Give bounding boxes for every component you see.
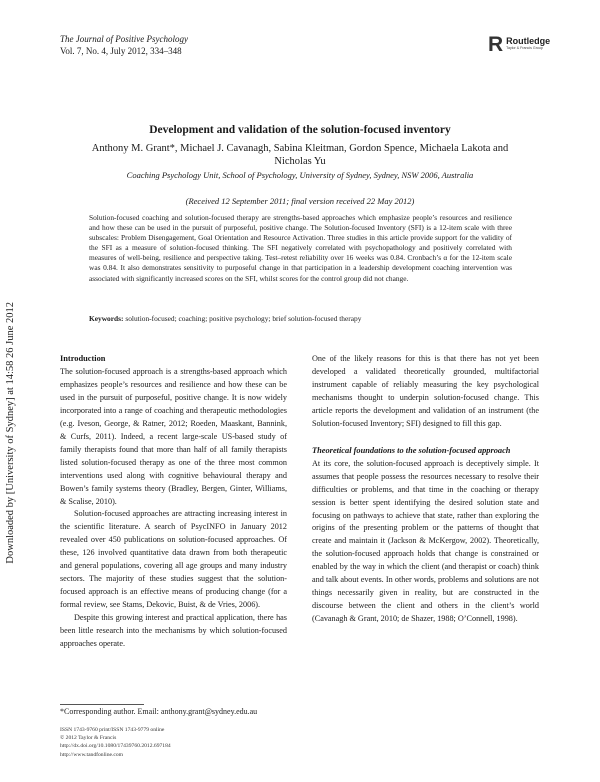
corresponding-author-footnote: *Corresponding author. Email: anthony.grant@sydney.edu.au <box>60 707 258 716</box>
publisher-subtitle: Taylor & Francis Group <box>506 46 543 50</box>
keywords <box>89 314 512 324</box>
section-heading-introduction: Introduction <box>60 354 106 363</box>
keywords-list: solution-focused; coaching; positive psychology; brief solution-focused therapy <box>125 314 362 323</box>
left-column <box>60 353 287 651</box>
website-link[interactable]: http://www.tandfonline.com <box>60 751 124 758</box>
paragraph: One of the likely reasons for this is that there has not yet been developed a validated theoretically grounded, multifactorial instrument capable of reliably measuring the key psychological mechanisms thought to underpin solution-focused change. This article reports the development and validation of an instrument (the Solution-focused Inventory; SFI) designed to fill this gap. <box>312 354 539 428</box>
article-authors: Anthony M. Grant*, Michael J. Cavanagh, Sabina Kleitman, Gordon Spence, Michaela Lakota and Nicholas Yu <box>91 143 509 167</box>
author-affiliation: Coaching Psychology Unit, School of Psychology, University of Sydney, Sydney, NSW 2006, Australia <box>126 170 474 180</box>
paragraph: Solution-focused approaches are attracting increasing interest in the scientific literature. A search of PsycINFO in January 2012 revealed over 450 publications on solution-focused approaches. Of these, 126 involved quantitative data drawn from both therapeutic and general populations, covering all age groups and many industry sectors. The majority of these studies suggest that the solution-focused approach is an effective means of producing change (for a formal review, see Stams, Dekovic, Buist, & de Vries, 2006). <box>60 509 287 610</box>
volume-line: Vol. 7, No. 4, July 2012, 334–348 <box>60 46 182 56</box>
publisher-logo <box>488 33 551 56</box>
paragraph: The solution-focused approach is a strengths-based approach which emphasizes people’s resources and resilience and how these can be used in the pursuit of purposeful, positive change. It is now widely incorporated into a range of coaching and therapeutic methodologies (e.g. Iveson, George, & Ratner, 2012; Roeden, Maaskant, Bannink, & Curfs, 2011). Indeed, a recent large-scale US-based study of family therapists found that more than half of all family therapists listed solution-focused therapy as one of the three most common interventions used along with cognitive behavioural therapy and Bowen’s family systems theory (Bradley, Bergen, Ginter, Williams, & Scalise, 2010). <box>60 367 287 506</box>
right-column <box>312 353 539 626</box>
section-heading-theoretical-foundations: Theoretical foundations to the solution-focused approach <box>312 445 511 455</box>
keywords-label: Keywords: <box>89 314 124 323</box>
routledge-r-icon: R <box>488 33 504 56</box>
copyright-line: © 2012 Taylor & Francis <box>60 735 117 742</box>
paragraph: At its core, the solution-focused approach is deceptively simple. It assumes that people possess the resources necessary to resolve their difficulties or problems, and that time in the coaching or therapy session is better spent identifying the desired solution state and focusing on pathways to achieve that state, rather than exploring the origins of the presenting problem or the patterns of thought that create and maintain it (Jackson & McKergow, 2002). Theoretically, the solution-focused approach holds that change is constrained or enabled by the way in which the client (and therapist or coach) think and talk about events. In other words, problems and solutions are not things necessarily given in reality, but are constructed in the discourse between the client and others in the client’s world (Cavanagh & Grant, 2010; de Shazer, 1988; O’Connell, 1998). <box>312 458 539 624</box>
journal-header <box>60 33 188 57</box>
footnote-divider <box>60 704 144 705</box>
download-watermark <box>2 268 18 598</box>
received-dates: (Received 12 September 2011; final version received 22 May 2012) <box>185 196 415 206</box>
paragraph: Despite this growing interest and practical application, there has been little research into the mechanisms by which solution-focused approaches operate. <box>60 613 287 649</box>
download-note-text: Downloaded by [University of Sydney] at 14:58 26 June 2012 <box>4 302 16 564</box>
issn-block <box>60 726 171 759</box>
issn-line: ISSN 1743-9760 print/ISSN 1743-9779 online <box>60 727 165 733</box>
journal-name: The Journal of Positive Psychology <box>60 34 188 44</box>
doi-link[interactable]: http://dx.doi.org/10.1080/17439760.2012.697184 <box>60 743 171 750</box>
article-title: Development and validation of the solution-focused inventory <box>149 124 451 136</box>
abstract: Solution-focused coaching and solution-focused therapy are strengths-based approaches which emphasize people’s resources and resilience and how these can be used in the pursuit of purposeful, positive change. The Solution-focused Inventory (SFI) is a 12-item scale with three subscales: Problem Disengagement, Goal Orientation and Resource Activation. Three studies in this article provide support for the validity of the SFI as a measure of solution-focused thinking. The SFI negatively correlated with psychopathology and positively correlated with measures of well-being, resilience and perspective taking. Test–retest reliability over 16 weeks was 0.84. Cronbach’s α for the 12-item scale was 0.84. It also demonstrates sensitivity to purposeful change in that participation in a leadership development coaching intervention was associated with significantly increased scores on the SFI, whilst scores for the control group did not change. <box>89 213 512 283</box>
publisher-name: Routledge <box>506 36 551 46</box>
